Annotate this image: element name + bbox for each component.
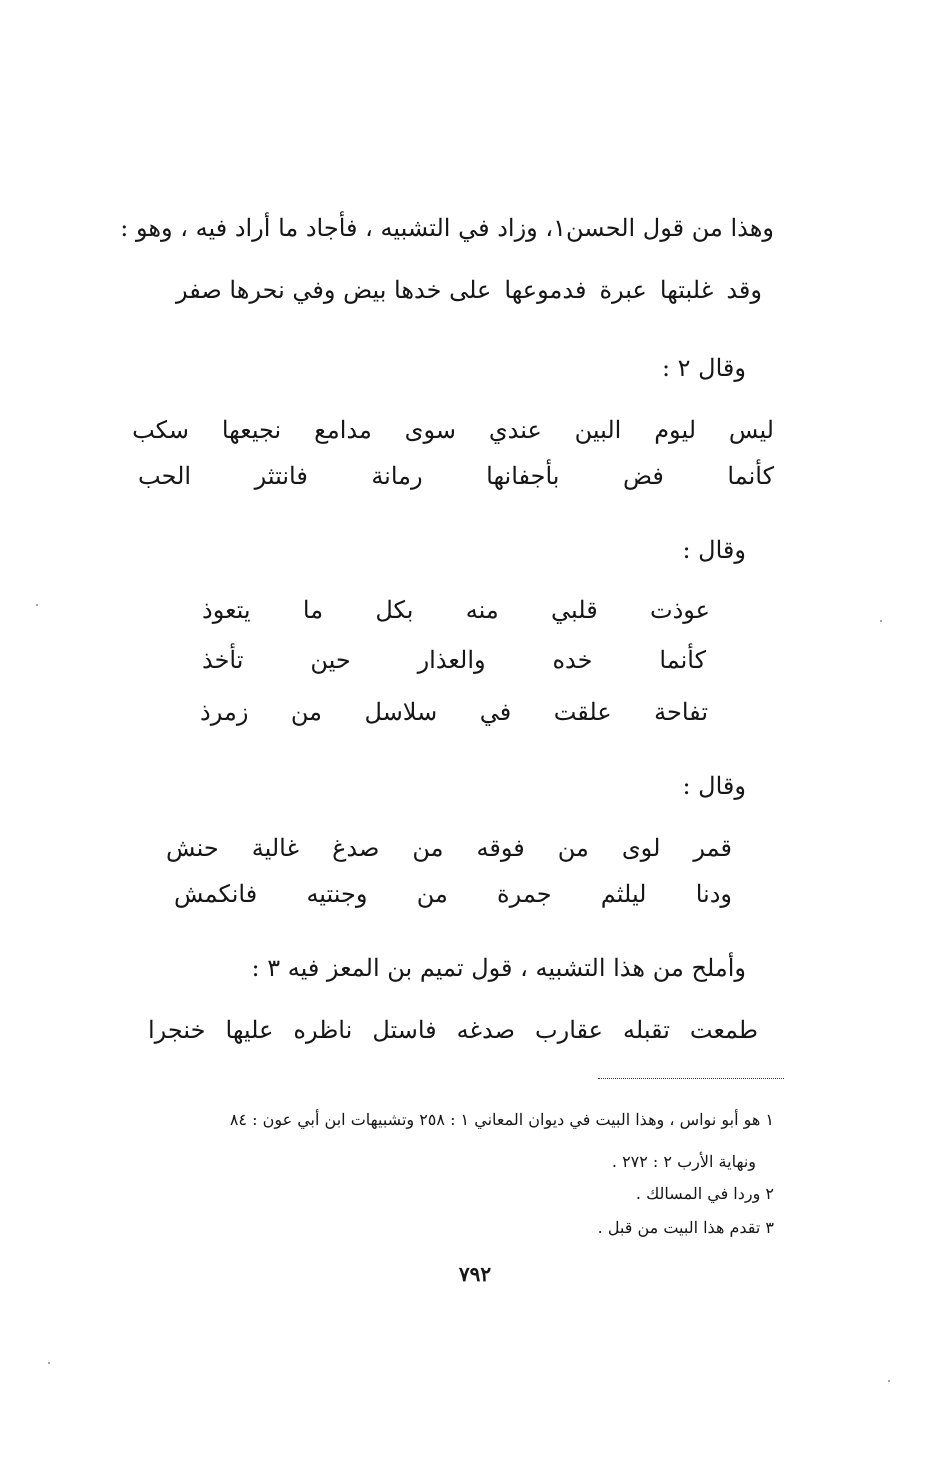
verse-word: ناظره xyxy=(293,1016,353,1044)
verse-word: نجيعها xyxy=(221,416,282,444)
verse-word: سكب xyxy=(132,416,190,444)
verse-word: مدامع xyxy=(314,416,372,444)
verse-word: حين xyxy=(310,646,351,674)
verse-line-1 xyxy=(176,274,762,306)
verse-word: غلبتها xyxy=(659,276,714,304)
verse-line-5 xyxy=(202,644,706,676)
verse-word: طمعت xyxy=(689,1016,758,1044)
verse-word: خده xyxy=(552,646,593,674)
verse-word: ما xyxy=(302,596,324,624)
verse-word: من xyxy=(412,834,444,862)
footnote-separator xyxy=(598,1078,784,1079)
verse-word: تقبله xyxy=(623,1016,670,1044)
section-label-qal-2: وقال ٢ : xyxy=(661,354,746,382)
verse-word: تأخذ xyxy=(202,646,244,674)
verse-word: فوقه xyxy=(476,834,525,862)
footnote-1: ١ هو أبو نواس ، وهذا البيت في ديوان المعاني ١ : ٢٥٨ وتشبيهات ابن أبي عون : ٨٤ xyxy=(229,1110,774,1129)
verse-word: والعذار xyxy=(417,646,486,674)
verse-word: فض xyxy=(623,462,664,490)
verse-word: بكل xyxy=(375,596,414,624)
verse-word: وجنتيه xyxy=(306,880,368,908)
verse-word: البين xyxy=(574,416,622,444)
verse-word: ليلثم xyxy=(600,880,647,908)
verse-word: من xyxy=(416,880,448,908)
verse-word: رمانة xyxy=(371,462,423,490)
scan-speck xyxy=(36,604,38,606)
verse-word: منه xyxy=(465,596,499,624)
verse-word: صدغ xyxy=(332,834,380,862)
verse-line-8 xyxy=(174,878,732,910)
verse-word: حنش xyxy=(166,834,219,862)
section-label-qal-4: وقال : xyxy=(682,772,746,800)
verse-word: عبرة xyxy=(599,276,647,304)
verse-word: ليس xyxy=(728,416,774,444)
verse-word: فانكمش xyxy=(174,880,258,908)
verse-word: سلاسل xyxy=(364,698,438,726)
scan-speck xyxy=(880,620,882,622)
footnote-2: ٢ وردا في المسالك . xyxy=(635,1184,774,1203)
verse-word: كأنما xyxy=(727,462,774,490)
verse-word: في xyxy=(479,698,512,726)
verse-word: من xyxy=(557,834,589,862)
verse-word: على خدها بيض وفي نحرها صفر xyxy=(176,276,492,304)
verse-line-3 xyxy=(138,460,774,492)
verse-word: يتعوذ xyxy=(202,596,251,624)
verse-word: غالية xyxy=(251,834,300,862)
scan-speck xyxy=(48,1362,50,1364)
verse-word: ودنا xyxy=(695,880,732,908)
verse-line-7 xyxy=(166,832,732,864)
intro-paragraph: وهذا من قول الحسن١، وزاد في التشبيه ، فأجاد ما أراد فيه ، وهو : xyxy=(120,214,774,242)
verse-word: سوى xyxy=(404,416,456,444)
footnote-3: ٣ تقدم هذا البيت من قبل . xyxy=(597,1218,774,1237)
verse-word: زمرذ xyxy=(200,698,249,726)
verse-word: لوى xyxy=(621,834,661,862)
footnote-1-continued: ونهاية الأرب ٢ : ٢٧٢ . xyxy=(611,1152,756,1171)
verse-word: عليها xyxy=(225,1016,274,1044)
page-number: ٧٩٢ xyxy=(458,1262,492,1286)
verse-word: فاستل xyxy=(372,1016,437,1044)
verse-word: بأجفانها xyxy=(486,462,560,490)
verse-word: عوذت xyxy=(650,596,710,624)
scan-speck xyxy=(888,1380,890,1382)
verse-word: جمرة xyxy=(497,880,552,908)
section-label-qal-3: وقال : xyxy=(682,536,746,564)
verse-word: قمر xyxy=(693,834,732,862)
tamim-intro-paragraph: وأملح من هذا التشبيه ، قول تميم بن المعز فيه ٣ : xyxy=(251,954,746,982)
verse-word: قلبي xyxy=(551,596,598,624)
verse-word: علقت xyxy=(553,698,612,726)
verse-word: كأنما xyxy=(659,646,706,674)
verse-word: عقارب xyxy=(535,1016,603,1044)
verse-word: صدغه xyxy=(456,1016,516,1044)
verse-word: ليوم xyxy=(654,416,696,444)
verse-line-2 xyxy=(132,414,774,446)
verse-word: فدموعها xyxy=(504,276,587,304)
verse-line-6 xyxy=(200,696,708,728)
verse-word: من xyxy=(290,698,323,726)
verse-word: خنجرا xyxy=(148,1016,206,1044)
verse-line-9 xyxy=(148,1014,758,1046)
verse-word: تفاحة xyxy=(654,698,708,726)
verse-word: وقد xyxy=(726,276,762,304)
verse-word: الحب xyxy=(138,462,192,490)
verse-line-4 xyxy=(202,594,710,626)
verse-word: عندي xyxy=(488,416,542,444)
verse-word: فانتثر xyxy=(254,462,308,490)
